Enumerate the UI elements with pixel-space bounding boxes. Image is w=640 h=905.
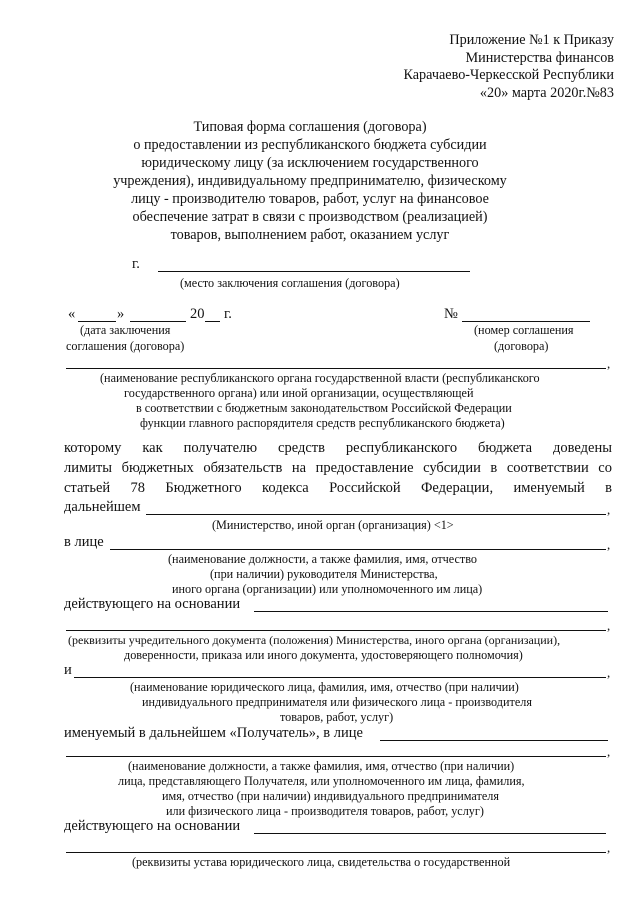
document-title: [80, 118, 540, 244]
and-caption-2: индивидуального предпринимателя или физического лица - производителя: [142, 695, 532, 709]
basis1-caption-1: (реквизиты учредительного документа (положения) Министерства, иного органа (организации),: [68, 633, 561, 647]
recipient-rep-comma: ,: [607, 744, 611, 759]
date-quote-close: »: [117, 306, 125, 322]
date-caption-2: соглашения (договора): [66, 339, 185, 353]
date-day-field[interactable]: [78, 321, 116, 322]
basis1-field-2[interactable]: [66, 630, 606, 631]
authority-caption-1: (наименование республиканского органа государственной власти (республиканского: [100, 371, 540, 385]
recipient-caption-3: имя, отчество (при наличии) индивидуального предпринимателя: [162, 789, 499, 803]
and-caption-1: (наименование юридического лица, фамилия, имя, отчество (при наличии): [130, 680, 519, 694]
paragraph-line-4: дальнейшем: [64, 499, 141, 515]
number-caption-2: (договора): [494, 339, 549, 353]
basis1-label: действующего на основании: [64, 596, 241, 612]
number-caption-1: (номер соглашения: [474, 323, 574, 337]
recipient-caption-4: или физического лица - производителя товаров, работ, услуг): [166, 804, 484, 818]
authority-caption-2: государственного органа) или иной организации, осуществляющей: [124, 386, 474, 400]
paragraph-line-3: статьей 78 Бюджетного кодекса Российской Федерации, именуемый в: [64, 480, 612, 496]
title-line-7: товаров, выполнением работ, оказанием услуг: [170, 227, 450, 243]
recipient-rep-field-2[interactable]: [66, 756, 606, 757]
appendix-line-1: Приложение №1 к Приказу: [449, 32, 614, 48]
title-line-2: о предоставлении из республиканского бюджета субсидии: [133, 137, 487, 153]
appendix-line-2: Министерства финансов: [465, 49, 614, 66]
appendix-line-3: Карачаево-Черкесской Республики: [403, 67, 614, 83]
authority-caption-4: функции главного распорядителя средств республиканского бюджета): [140, 416, 505, 430]
basis2-comma: ,: [607, 840, 611, 855]
basis2-caption-1: (реквизиты устава юридического лица, свидетельства о государственной: [132, 855, 511, 869]
paragraph-line-1: которому как получателю средств республиканского бюджета доведены: [64, 440, 612, 456]
date-quote-open: «: [68, 306, 76, 322]
person-caption-1: (наименование должности, а также фамилия, имя, отчество: [168, 552, 478, 566]
title-line-3: юридическому лицу (за исключением государственного: [141, 155, 479, 171]
number-field[interactable]: [462, 321, 590, 322]
recipient-label: именуемый в дальнейшем «Получатель», в лице: [64, 725, 363, 741]
appendix-line-4: «20» марта 2020г.№83: [479, 84, 614, 101]
person-label: в лице: [64, 534, 104, 550]
recipient-name-field[interactable]: [74, 677, 606, 678]
and-label: и: [64, 662, 72, 678]
appendix-header: [403, 32, 614, 102]
authority-caption-3: в соответствии с бюджетным законодательством Российской Федерации: [136, 401, 512, 415]
date-year-prefix: 20: [190, 306, 205, 322]
date-month-field[interactable]: [130, 321, 186, 322]
basis1-comma: ,: [607, 618, 611, 633]
recipient-name-comma: ,: [607, 665, 611, 680]
date-year-suffix: г.: [224, 306, 232, 322]
person-field[interactable]: [110, 549, 606, 550]
person-caption-2: (при наличии) руководителя Министерства,: [210, 567, 438, 581]
authority-field[interactable]: [66, 368, 606, 369]
ministry-comma: ,: [607, 502, 611, 517]
place-prefix: г.: [132, 256, 140, 272]
title-line-6: обеспечение затрат в связи с производством (реализацией): [132, 209, 488, 225]
title-line-4: учреждения), индивидуальному предпринимателю, физическому: [113, 173, 507, 189]
recipient-caption-2: лица, представляющего Получателя, или уполномоченного им лица, фамилия,: [118, 774, 525, 788]
and-caption-3: товаров, работ, услуг): [280, 710, 394, 724]
place-caption: (место заключения соглашения (договора): [180, 276, 400, 290]
place-field[interactable]: [158, 271, 470, 272]
date-caption-1: (дата заключения: [80, 323, 171, 337]
title-line-1: Типовая форма соглашения (договора): [193, 119, 427, 135]
basis1-field-1[interactable]: [254, 611, 608, 612]
basis1-caption-2: доверенности, приказа или иного документа, удостоверяющего полномочия): [124, 648, 523, 662]
basis2-field-1[interactable]: [254, 833, 606, 834]
ministry-field[interactable]: [146, 514, 606, 515]
recipient-rep-field-1[interactable]: [380, 740, 608, 741]
recipient-caption-1: (наименование должности, а также фамилия, имя, отчество (при наличии): [128, 759, 515, 773]
paragraph-line-2: лимиты бюджетных обязательств на предоставление субсидии в соответствии со: [64, 460, 612, 476]
basis2-label: действующего на основании: [64, 818, 241, 834]
person-caption-3: иного органа (организации) или уполномоченного им лица): [172, 582, 483, 596]
authority-comma: ,: [607, 356, 611, 371]
ministry-caption: (Министерство, иной орган (организация) <1>: [212, 518, 454, 532]
person-comma: ,: [607, 537, 611, 552]
number-sign: №: [444, 306, 458, 322]
basis2-field-2[interactable]: [66, 852, 606, 853]
date-year-field[interactable]: [205, 321, 220, 322]
title-line-5: лицу - производителю товаров, работ, услуг на финансовое: [131, 191, 489, 207]
